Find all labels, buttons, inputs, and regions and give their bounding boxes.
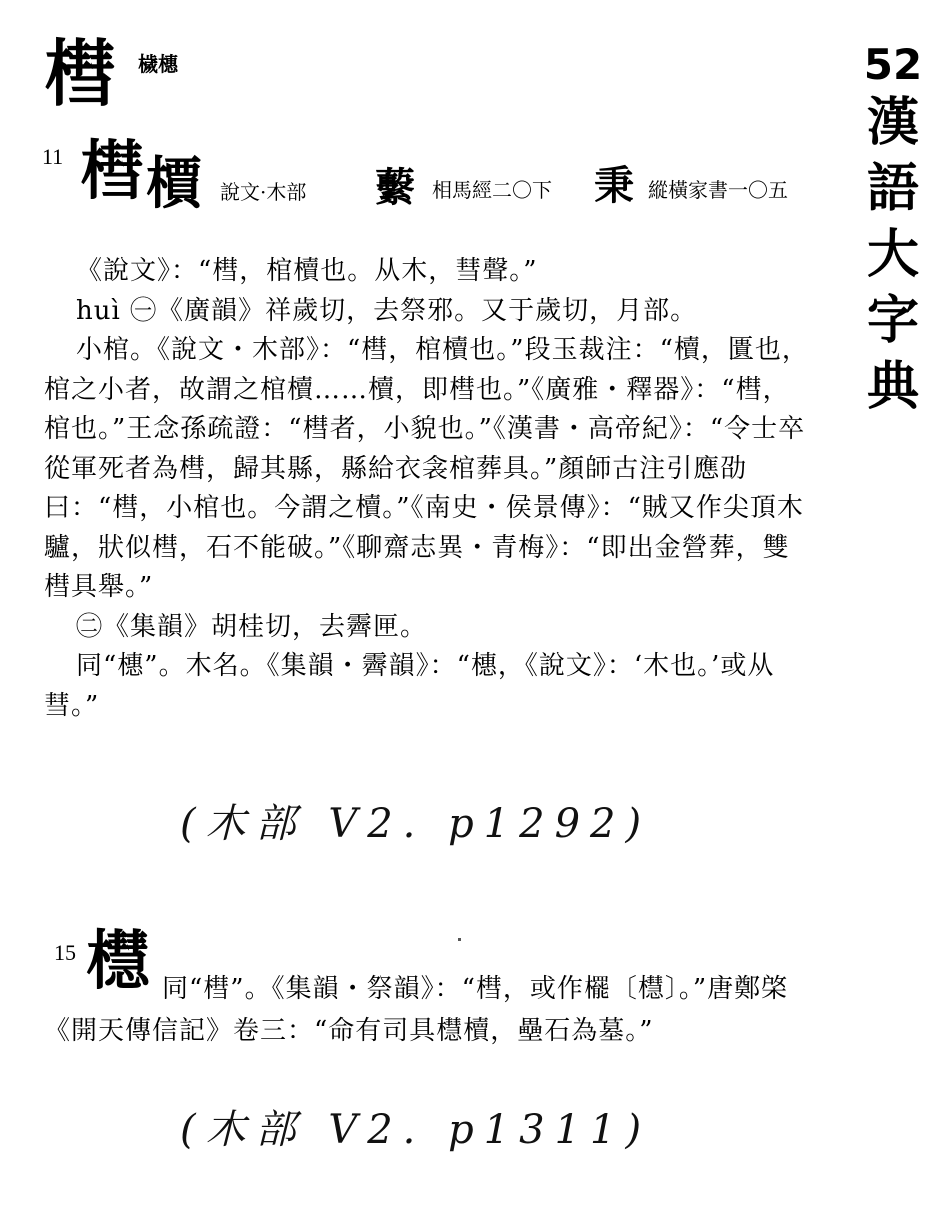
entry1-form1-glyph: 蘻 [375,164,415,211]
entry1-form1-source: 相馬經二〇下 [432,178,552,202]
entry1-character: 槥 [80,134,144,209]
handwritten-note-1: (木部 V2. p1292) [180,801,652,847]
entry2-character: 櫘 [86,924,150,999]
entry2-number: 15 [54,940,76,965]
dictionary-sidebar [858,40,928,420]
title-char-5: 典 [866,357,919,417]
entry1-body [44,252,810,726]
entry1-seal-form: 檟 [146,151,202,217]
entry1-form2-source: 縱橫家書一〇五 [648,178,788,202]
handwritten-note-2: (木部 V2. p1311) [180,1107,652,1153]
headword-variants: 檅橞 [138,52,178,76]
page-number: 52 [863,40,923,89]
entry1-number: 11 [42,144,64,169]
entry1-form2-glyph: 秉 [594,162,634,209]
scan-speck [458,938,461,941]
title-char-3: 大 [866,225,919,285]
entry1-line-variant: 同“橞”。木名。《集韻・霽韻》：“橞，《說文》：‘木也。’或从彗。” [44,651,775,721]
entry1-line-definition: 小棺。《說文・木部》：“槥，棺櫝也。”段玉裁注：“櫝，匱也，棺之小者，故謂之棺櫝……櫝，即槥也。”《廣雅・釋器》：“槥，棺也。”王念孫疏證：“槥者，小貌也。”《漢書・高帝紀》：“令士卒從軍死者為槥，歸其縣，縣給衣衾棺葬具。”顏師古注引應劭曰：“槥，小棺也。今謂之櫝。”《南史・侯景傳》：“賊又作尖頂木驢，狀似槥，石不能破。”《聊齋志異・青梅》：“即出金營葬，雙槥具舉。” [44,335,809,602]
entry2-line2: 《開天傳信記》卷三：“命有司具櫘櫝，壘石為墓。” [44,1016,654,1046]
title-char-1: 漢 [866,93,919,153]
entry1-line-pronunciation2: ㊁《集韻》胡桂切，去霽匣。 [76,611,428,642]
headword-character: 槥 [44,31,117,116]
entry2-line1: 同“槥”。《集韻・祭韻》：“槥，或作𣞻〔櫘〕。”唐鄭棨 [162,974,789,1004]
entry1-line-pronunciation1: huì ㊀《廣韻》祥歲切，去祭邪。又于歲切，月部。 [76,295,698,326]
entry1-line-shuowen: 《說文》：“槥，棺櫝也。从木，彗聲。” [76,256,538,286]
title-char-2: 語 [866,159,919,219]
entry1-source: 說文·木部 [220,180,307,204]
title-char-4: 字 [866,291,919,351]
